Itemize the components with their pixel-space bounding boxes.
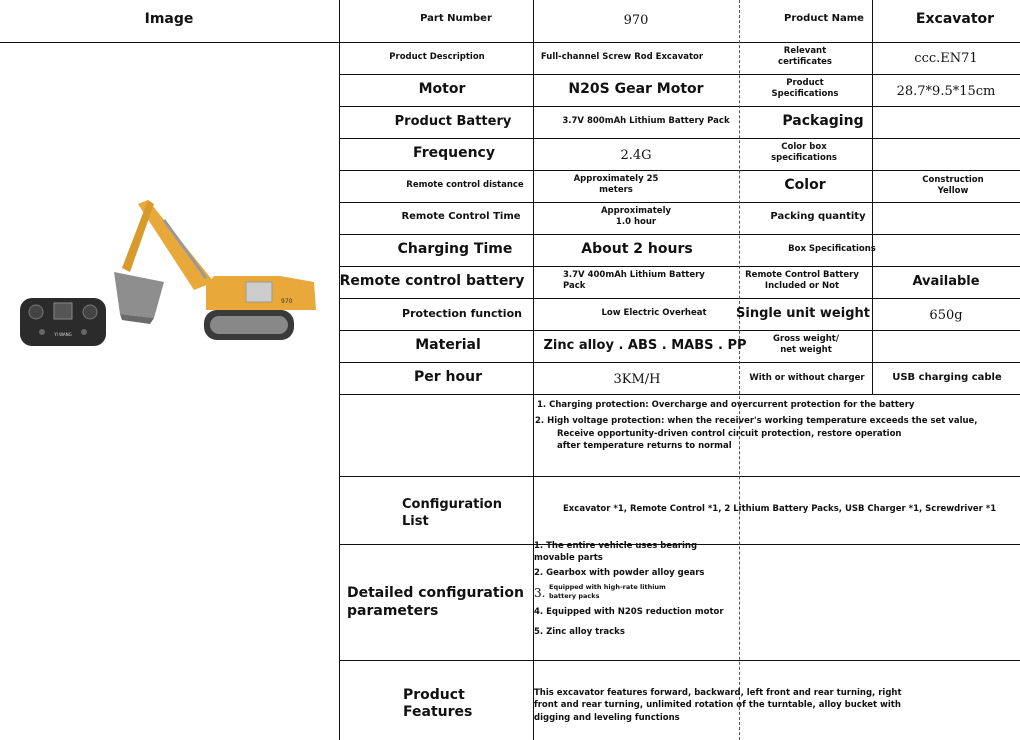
per-hour-value: 3KM/H [613, 372, 661, 387]
frequency-value: 2.4G [620, 148, 652, 163]
protection-notes: 1. Charging protection: Overcharge and overcurrent protection for the battery 2. High voltage protection: when the receiver's working temperature exceeds the set value, Receive opportunity-driven control circuit protection, restore operation after temperature returns to normal [535, 400, 978, 451]
configuration-list-label: Configuration List [402, 497, 502, 529]
product-description-value: Full-channel Screw Rod Excavator [540, 52, 704, 62]
product-name-label: Product Name [784, 13, 864, 24]
product-battery-label: Product Battery [394, 114, 512, 129]
product-specifications-value: 28.7*9.5*15cm [896, 84, 996, 99]
product-features-label: Product Features [403, 687, 473, 720]
motor-value: N20S Gear Motor [568, 81, 704, 97]
charging-time-value: About 2 hours [581, 241, 693, 257]
color-value: Construction Yellow [922, 175, 984, 196]
excavator-image [114, 200, 316, 340]
part-number-value: 970 [623, 13, 649, 28]
gross-weight-label: Gross weight/ net weight [773, 334, 839, 355]
remote-battery-included-value: Available [912, 274, 980, 289]
product-specifications-label: Product Specifications [771, 78, 839, 99]
remote-control-battery-label: Remote control battery [339, 273, 525, 289]
single-unit-weight-value: 650g [929, 308, 963, 323]
relevant-certificates-label: Relevant certificates [778, 46, 832, 67]
remote-control-battery-value: 3.7V 400mAh Lithium Battery Pack [563, 270, 705, 291]
packing-quantity-label: Packing quantity [770, 211, 866, 222]
excavator-product-image [18, 190, 318, 360]
protection-function-label: Protection function [402, 307, 522, 320]
detailed-configuration-label: Detailed configuration parameters [347, 585, 524, 619]
remote-control-distance-label: Remote control distance [406, 180, 524, 190]
frequency-label: Frequency [413, 145, 495, 161]
image-column-header: Image [144, 11, 194, 27]
product-features-text: This excavator features forward, backward, left front and rear turning, right front and rear turning, unlimited rotation of the turntable, alloy bucket with digging and leveling functions [534, 688, 902, 723]
charger-label: With or without charger [749, 373, 865, 383]
detailed-configuration-list: 1. The entire vehicle uses bearing movable parts 2. Gearbox with powder alloy gears 3. Equipped with high-rate lithium battery packs 4. Equipped with N20S reduction motor 5. Zinc alloy tracks [534, 541, 724, 637]
controller-brand-text: YI WANG [54, 332, 72, 337]
remote-battery-included-label: Remote Control Battery Included or Not [745, 270, 859, 291]
remote-control-time-label: Remote Control Time [401, 211, 521, 222]
color-box-specifications-label: Color box specifications [771, 142, 837, 163]
product-name-value: Excavator [915, 11, 995, 27]
configuration-list-value: Excavator *1, Remote Control *1, 2 Lithium Battery Packs, USB Charger *1, Screwdriver *1 [563, 504, 997, 514]
remote-control-time-value: Approximately 1.0 hour [600, 206, 672, 227]
material-value: Zinc alloy . ABS . MABS . PP [543, 338, 747, 353]
relevant-certificates-value: ccc.EN71 [914, 51, 978, 66]
remote-control-distance-value: Approximately 25 meters [573, 174, 659, 195]
protection-function-value: Low Electric Overheat [601, 308, 707, 318]
product-battery-value: 3.7V 800mAh Lithium Battery Pack [562, 116, 730, 126]
product-description-label: Product Description [389, 52, 485, 62]
single-unit-weight-label: Single unit weight [736, 306, 870, 321]
charging-time-label: Charging Time [397, 241, 513, 257]
remote-controller-image [20, 298, 106, 346]
per-hour-label: Per hour [414, 369, 482, 385]
box-specifications-label: Box Specifications [788, 244, 876, 254]
color-label: Color [784, 177, 826, 193]
part-number-label: Part Number [420, 13, 492, 24]
motor-label: Motor [418, 81, 466, 97]
excavator-brand-text: 970 [281, 298, 293, 305]
charger-value: USB charging cable [892, 372, 1002, 383]
packaging-label: Packaging [782, 113, 864, 129]
material-label: Material [415, 337, 481, 353]
